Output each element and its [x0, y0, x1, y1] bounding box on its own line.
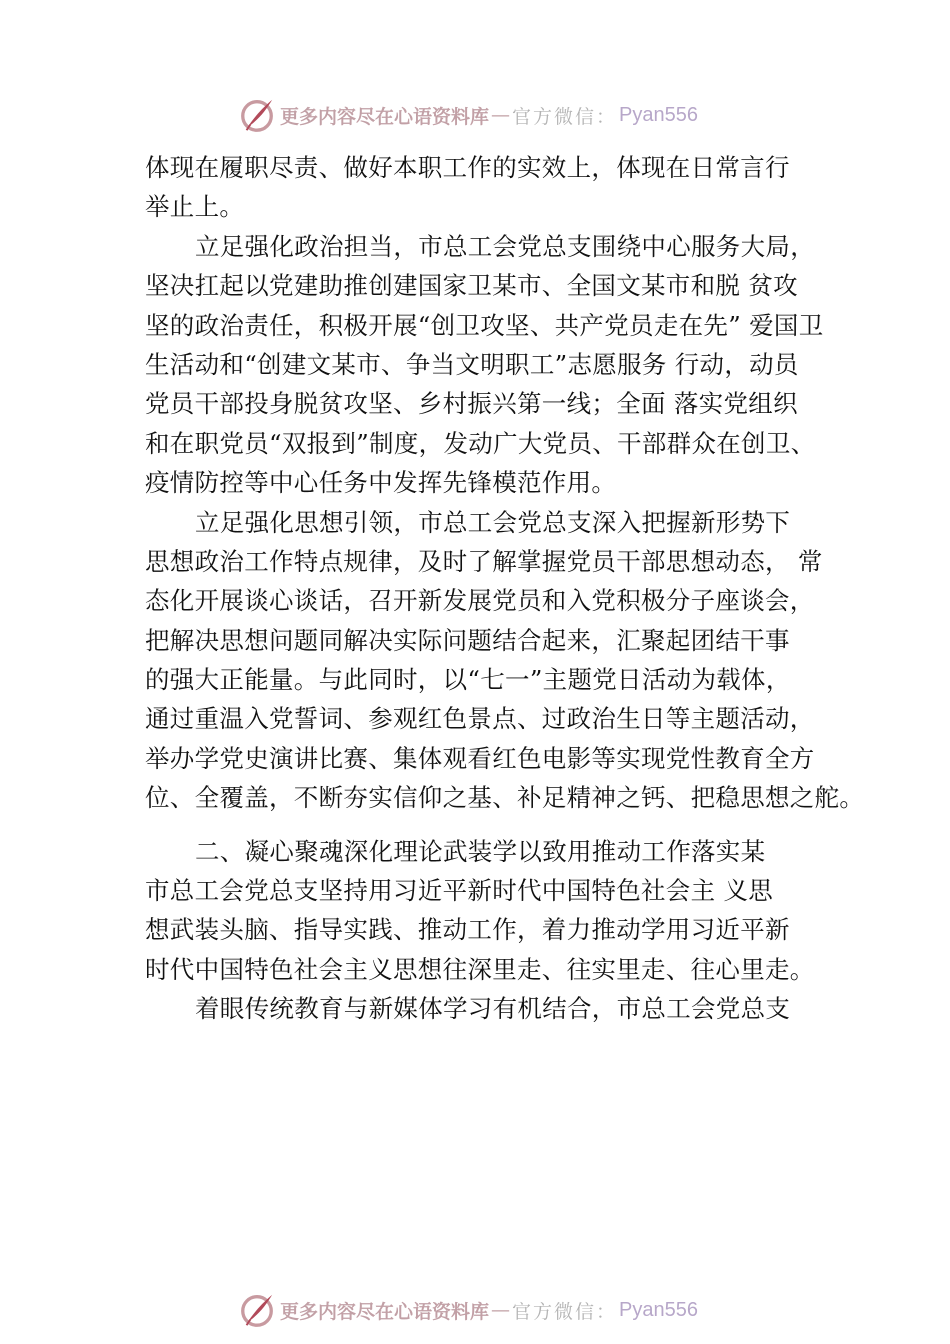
text-line: 想武装头脑、指导实践、推动工作，着力推动学用习近平新 — [145, 915, 790, 945]
paragraph-5 — [145, 989, 845, 1028]
banner-separator: — — [491, 104, 511, 126]
banner-separator: — — [491, 1299, 511, 1321]
text-line: 思想政治工作特点规律，及时了解掌握党员干部思想动态， 常 — [145, 546, 823, 576]
banner-title: 更多内容尽在心语资料库 — [280, 1300, 490, 1323]
banner-wechat-label: 官方微信 — [512, 105, 597, 128]
text-line: 着眼传统教育与新媒体学习有机结合，市总工会党总支 — [195, 994, 791, 1024]
text-line: 的强大正能量。与此同时，以“七一”主题党日活动为载体， — [145, 665, 791, 695]
banner-colon: ： — [596, 1300, 616, 1323]
header-banner — [238, 95, 698, 135]
text-line: 党员干部投身脱贫攻坚、乡村振兴第一线；全面 落实党组织 — [145, 389, 798, 419]
banner-title: 更多内容尽在心语资料库 — [280, 105, 490, 128]
document-body — [145, 148, 865, 1029]
paragraph-4 — [145, 832, 845, 990]
banner-wechat-id: Pyan556 — [619, 103, 699, 126]
text-line: 坚的政治责任，积极开展“创卫攻坚、共产党员走在先” 爱国卫 — [145, 310, 824, 340]
text-line: 态化开展谈心谈话，召开新发展党员和入党积极分子座谈会， — [145, 586, 815, 616]
text-line: 和在职党员“双报到”制度，发动广大党员、干部群众在创卫、 — [145, 428, 816, 458]
text-line: 举办学党史演讲比赛、集体观看红色电影等实现党性教育全方 — [145, 743, 815, 773]
text-line: 生活动和“创建文某市、争当文明职工”志愿服务 行动，动员 — [145, 349, 799, 379]
paragraph-spacer — [145, 818, 845, 832]
paragraph-1 — [145, 148, 845, 227]
text-line: 立足强化政治担当，市总工会党总支围绕中心服务大局， — [195, 231, 815, 261]
section-heading-line: 二、凝心聚魂深化理论武装学以致用推动工作落实某 — [195, 836, 766, 866]
quill-logo-icon — [238, 1291, 276, 1329]
text-line: 把解决思想问题同解决实际问题结合起来，汇聚起团结干事 — [145, 625, 790, 655]
text-line: 举止上。 — [145, 192, 245, 222]
banner-wechat-id: Pyan556 — [619, 1298, 699, 1321]
text-line: 位、全覆盖，不断夯实信仰之基、补足精神之钙、把稳思想之舵。 — [145, 783, 865, 813]
text-line: 坚决扛起以党建助推创建国家卫某市、全国文某市和脱 贫攻 — [145, 271, 798, 301]
footer-banner — [238, 1290, 698, 1330]
paragraph-2 — [145, 227, 845, 503]
text-line: 立足强化思想引领，市总工会党总支深入把握新形势下 — [195, 507, 791, 537]
paragraph-3 — [145, 503, 865, 818]
text-line: 体现在履职尽责、做好本职工作的实效上，体现在日常言行 — [145, 153, 790, 182]
text-line: 市总工会党总支坚持用习近平新时代中国特色社会主 义思 — [145, 876, 774, 906]
text-line: 时代中国特色社会主义思想往深里走、往实里走、往心里走。 — [145, 954, 815, 984]
quill-logo-icon — [238, 96, 276, 134]
banner-colon: ： — [596, 105, 616, 128]
text-line: 通过重温入党誓词、参观红色景点、过政治生日等主题活动， — [145, 704, 815, 734]
banner-wechat-label: 官方微信 — [512, 1300, 597, 1323]
text-line: 疫情防控等中心任务中发挥先锋模范作用。 — [145, 468, 617, 498]
